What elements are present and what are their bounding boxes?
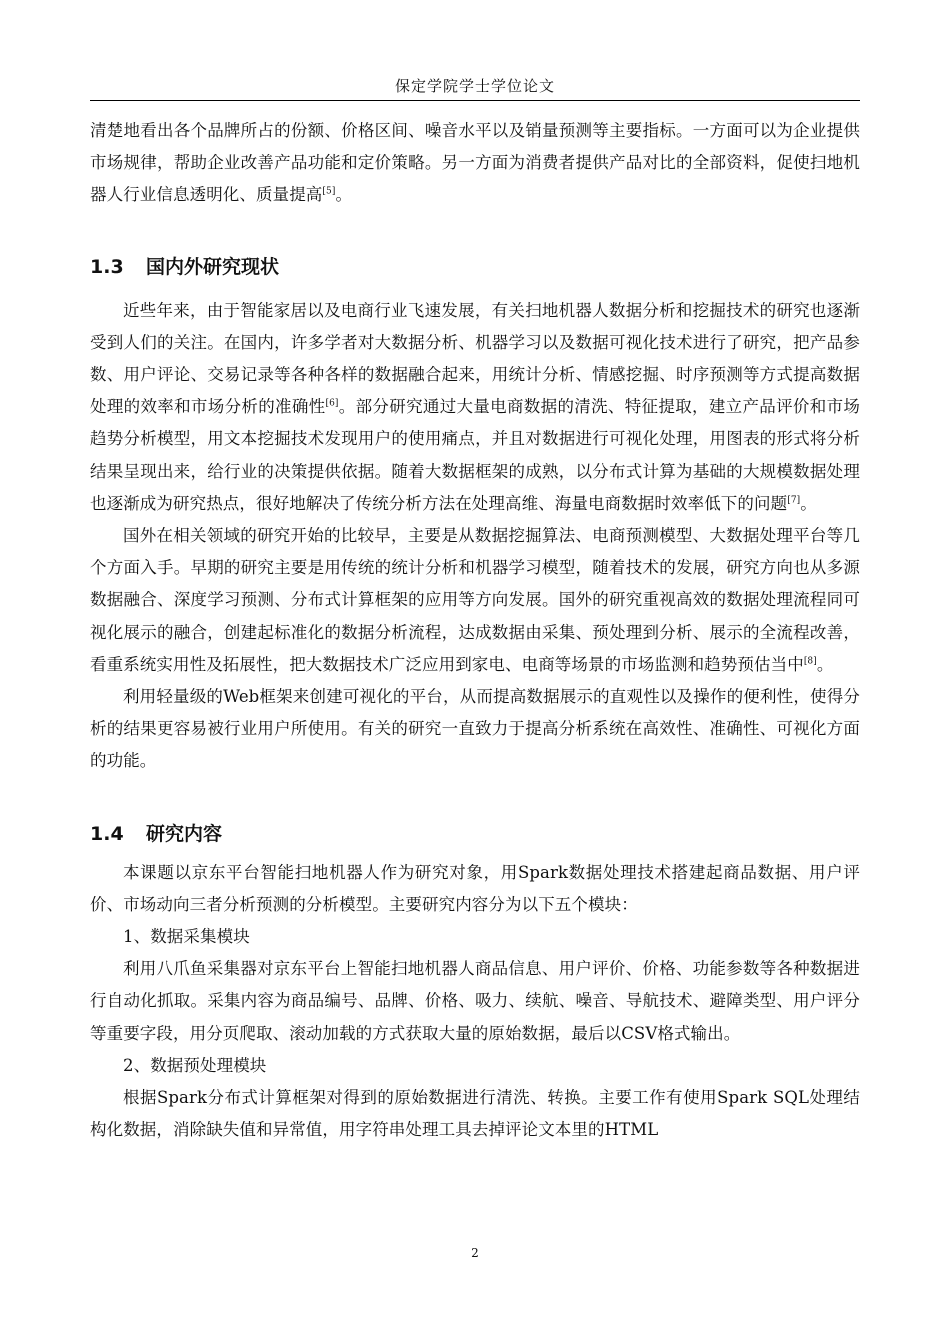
intro-end: 。 [335,185,353,205]
paragraph-text: 。 [800,493,817,513]
paragraph-text: 。 [816,654,834,674]
paragraph-foreign-research [90,520,860,681]
header-rule [90,100,860,101]
paragraph-text: 国外在相关领域的研究开始的比较早，主要是从数据挖掘算法、电商预测模型、大数据处理平台等几个方面入手。早期的研究主要是用传统的统计分析和机器学习模型，随着技术的发展，研究方向也从多源数据融合、深度学习预测、分布式计算框架的应用等方向发展。国外的研究重视高效的数据处理流程同可视化展示的融合，创建起标准化的数据分析流程，达成数据由采集、预处理到分析、展示的全流程改善，看重系统实用性及拓展性，把大数据技术广泛应用到家电、电商等场景的市场监测和趋势预估当中 [90,526,860,674]
citation-6: [6] [325,398,339,409]
section-title: 国内外研究现状 [146,255,280,278]
intro-text: 清楚地看出各个品牌所占的份额、价格区间、噪音水平以及销量预测等主要指标。一方面可以为企业提供市场规律，帮助企业改善产品功能和定价策略。另一方面为消费者提供产品对比的全部资料，促使扫地机器人行业信息透明化、质量提高 [90,121,860,205]
running-header: 保定学院学士学位论文 [394,77,555,95]
section-number: 1.3 [90,255,124,278]
document-body [90,115,860,1146]
section-heading-1-3 [90,255,860,279]
module-2-text: 根据Spark分布式计算框架对得到的原始数据进行清洗、转换。主要工作有使用Spark SQL处理结构化数据，消除缺失值和异常值，用字符串处理工具去掉评论文本里的HTML [90,1088,860,1140]
paragraph-text: 。部分研究通过大量电商数据的清洗、特征提取，建立产品评价和市场趋势分析模型，用文本挖掘技术发现用户的使用痛点，并且对数据进行可视化处理，用图表的形式将分析结果呈现出来，给行业的决策提供依据。随着大数据框架的成熟，以分布式计算为基础的大规模数据处理也逐渐成为研究热点，很好地解决了传统分析方法在处理高维、海量电商数据时效率低下的问题 [90,397,860,513]
citation-8: [8] [803,656,817,667]
section-title: 研究内容 [146,822,223,845]
section-number: 1.4 [90,822,124,845]
citation-7: [7] [787,495,801,506]
citation-5: [5] [322,186,336,197]
module-1-title: 1、数据采集模块 [123,927,250,947]
module-1-text: 利用八爪鱼采集器对京东平台上智能扫地机器人商品信息、用户评价、价格、功能参数等各种数据进行自动化抓取。采集内容为商品编号、品牌、价格、吸力、续航、噪音、导航技术、避障类型、用户评分等重要字段，用分页爬取、滚动加载的方式获取大量的原始数据，最后以CSV格式输出。 [90,959,860,1043]
paragraph-web-framework: 利用轻量级的Web框架来创建可视化的平台，从而提高数据展示的直观性以及操作的便利性，使得分析的结果更容易被行业用户所使用。有关的研究一直致力于提高分析系统在高效性、准确性、可视化方面的功能。 [90,687,860,771]
page-number: 2 [471,1246,479,1260]
paragraph-domestic-research [90,295,860,520]
paragraph-text: 近些年来，由于智能家居以及电商行业飞速发展，有关扫地机器人数据分析和挖掘技术的研究也逐渐受到人们的关注。在国内，许多学者对大数据分析、机器学习以及数据可视化技术进行了研究，把产品参数、用户评论、交易记录等各种各样的数据融合起来，用统计分析、情感挖掘、时序预测等方式提高数据处理的效率和市场分析的准确性 [90,300,860,417]
intro-paragraph [90,115,860,212]
module-2-title: 2、数据预处理模块 [123,1055,267,1075]
section-heading-1-4 [90,822,860,846]
paragraph-research-overview: 本课题以京东平台智能扫地机器人作为研究对象，用Spark数据处理技术搭建起商品数据、用户评价、市场动向三者分析预测的分析模型。主要研究内容分为以下五个模块： [90,862,860,914]
